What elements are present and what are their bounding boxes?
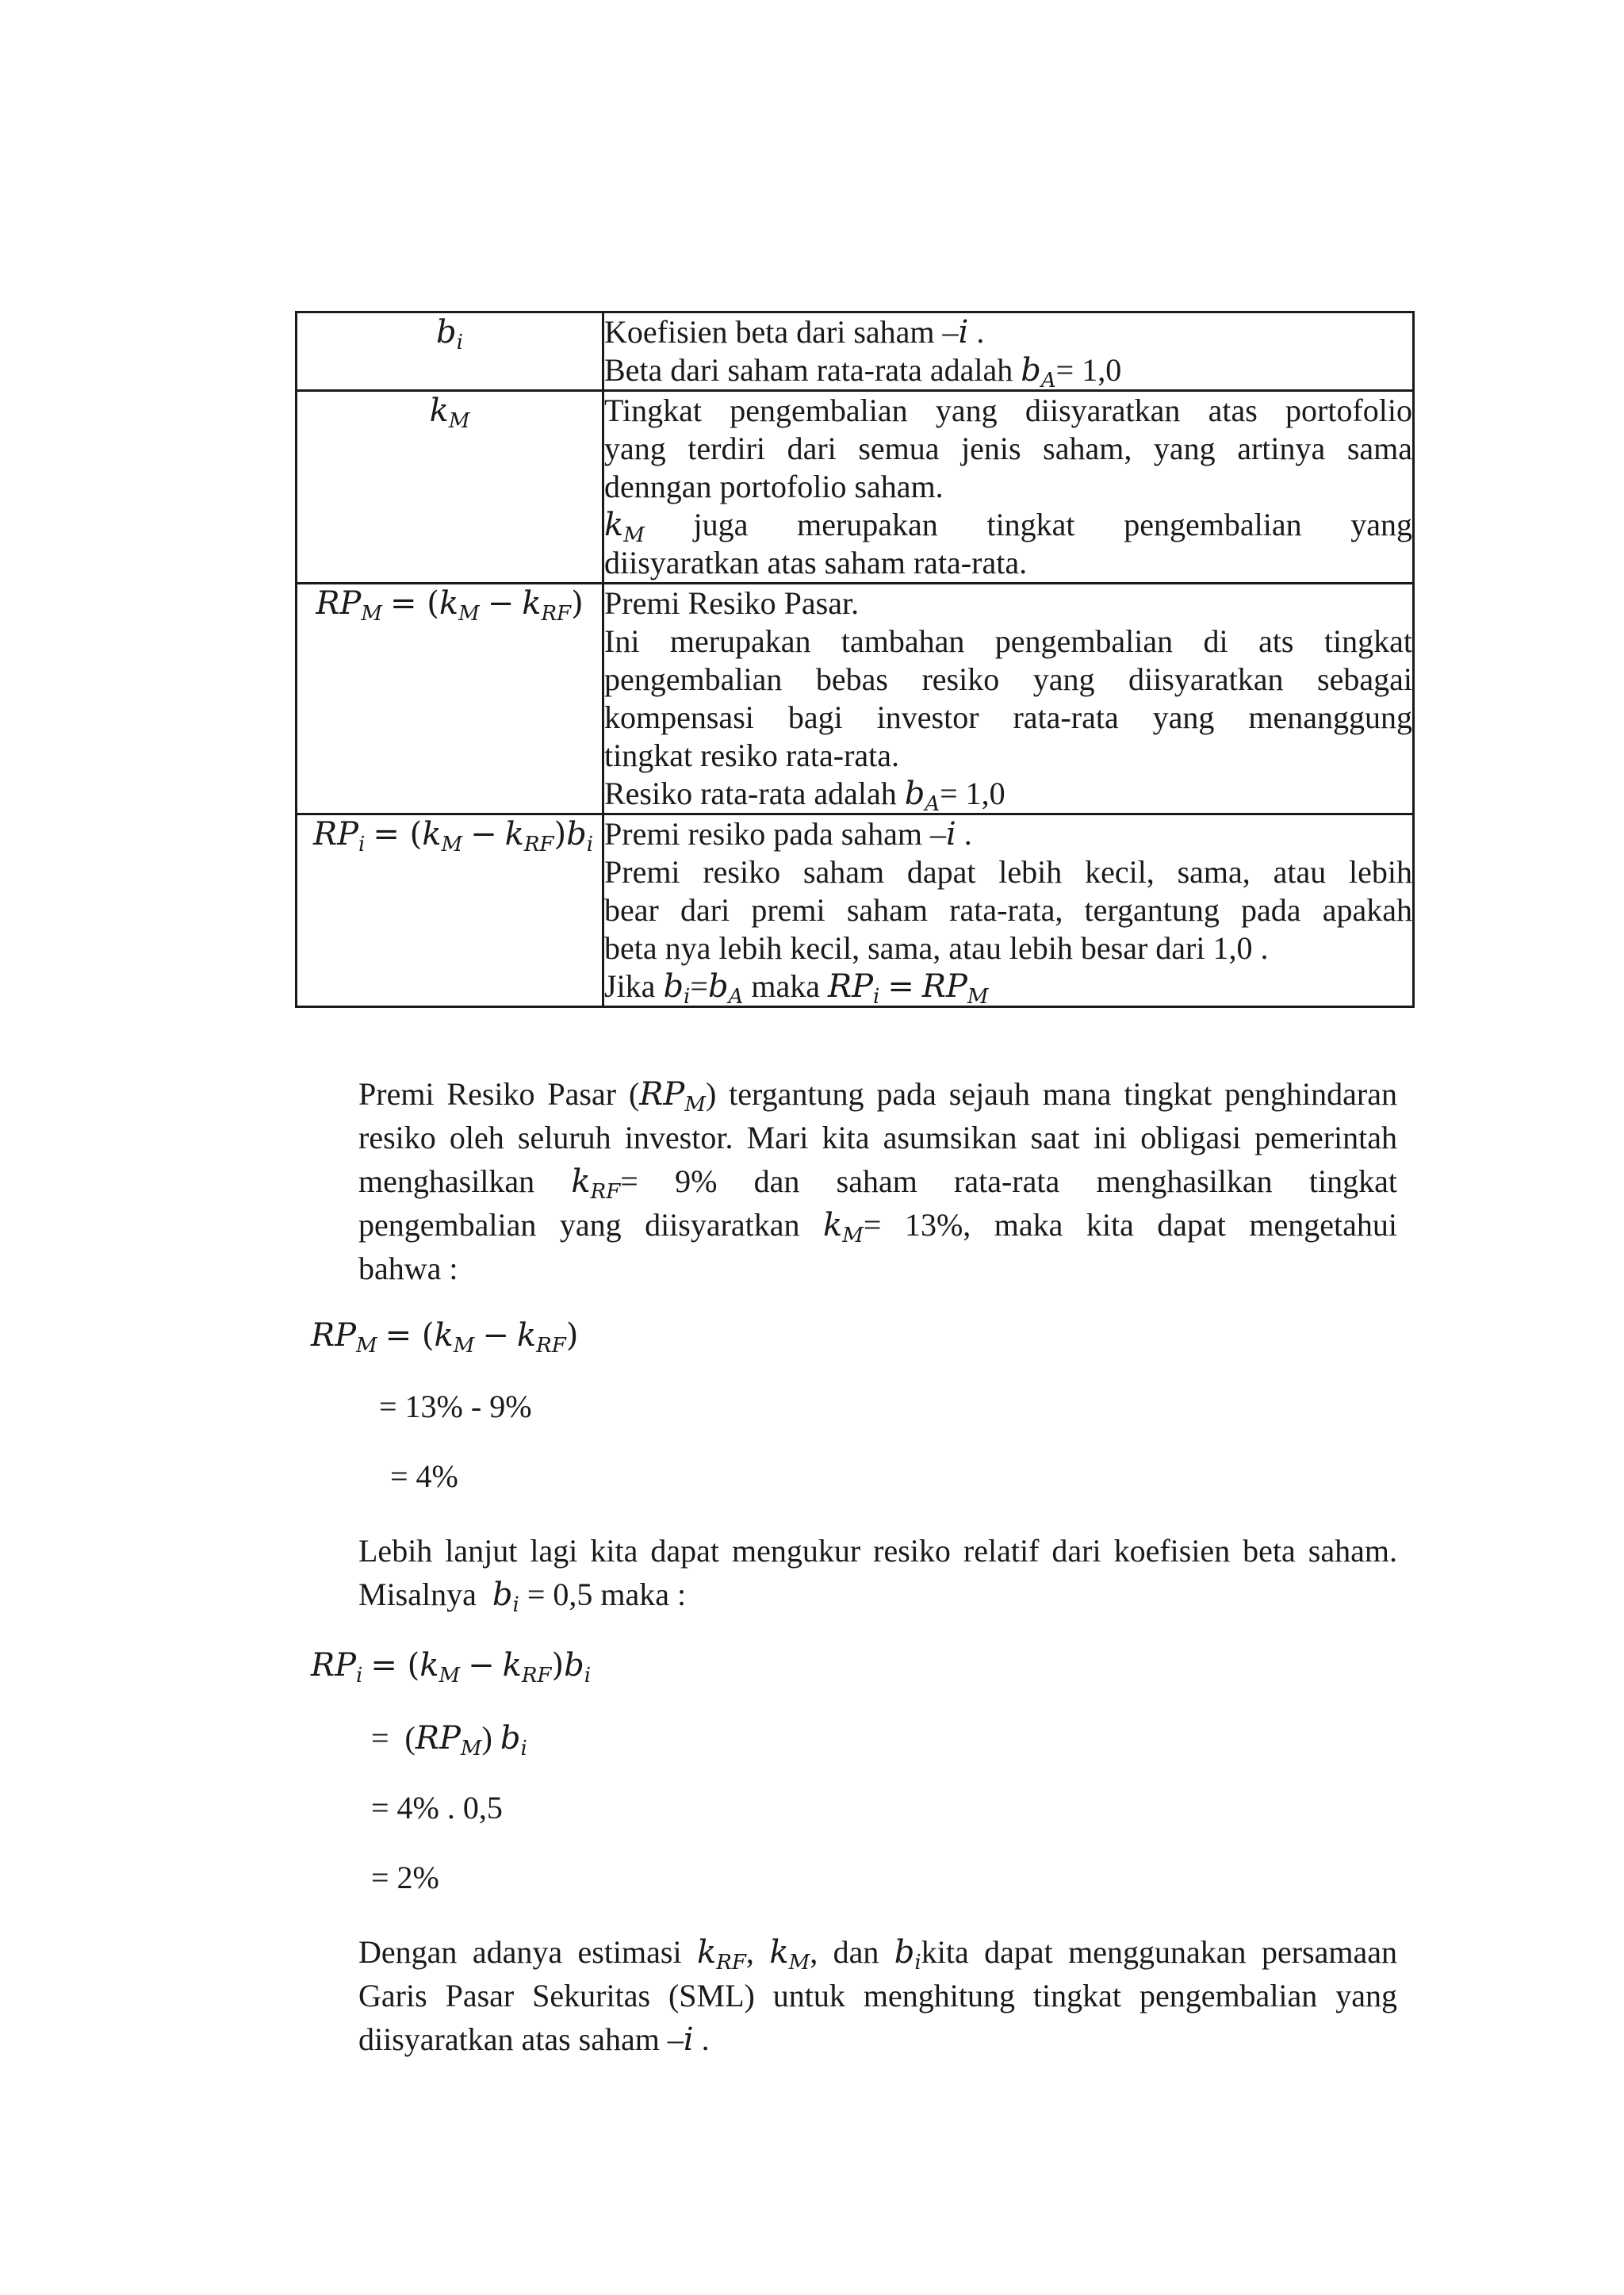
text-line: bahwa : bbox=[358, 1251, 458, 1286]
description-cell bbox=[603, 312, 1414, 391]
calc-step: = 2% bbox=[371, 1860, 439, 1895]
calc-step: = 13% - 9% bbox=[379, 1389, 532, 1424]
text-line: Ini merupakan tambahan pengembalian di ats tingkat bbox=[604, 623, 1412, 659]
table-row bbox=[297, 584, 1414, 814]
text-line: Beta dari saham rata-rata adalah $b_A= 1,0$ bbox=[604, 352, 1122, 393]
text-line: denngan portofolio saham. bbox=[604, 469, 944, 504]
text-line: yang terdiri dari semua jenis saham, yang artinya sama bbox=[604, 431, 1412, 466]
text-line: Tingkat pengembalian yang diisyaratkan atas portofolio bbox=[604, 393, 1412, 428]
description-cell bbox=[603, 391, 1414, 584]
text-line: diisyaratkan atas saham –i . bbox=[358, 2021, 710, 2058]
text-line: tingkat resiko rata-rata. bbox=[604, 738, 900, 773]
text-line: Misalnya $b_i = 0,5$ maka : bbox=[358, 1577, 687, 1617]
formula-rpi: $RP_i = (k_M - k_{RF})b_i$ bbox=[311, 1647, 592, 1688]
text-line: Resiko rata-rata adalah $b_A= 1,0$ bbox=[604, 776, 1005, 816]
text-line: Lebih lanjut lagi kita dapat mengukur resiko relatif dari koefisien beta saham. bbox=[358, 1533, 1397, 1569]
symbol-cell: $RP_i = (k_M - k_{RF})b_i$ bbox=[297, 814, 603, 1007]
text-line: Premi resiko pada saham –i . bbox=[604, 816, 972, 852]
text-line: pengembalian bebas resiko yang diisyaratkan sebagai bbox=[604, 661, 1412, 697]
text-line: Dengan adanya estimasi $k_{RF}$, $k_M$, dan $b_ikita$ dapat menggunakan persamaan bbox=[358, 1934, 1397, 1974]
text-line: resiko oleh seluruh investor. Mari kita asumsikan saat ini obligasi pemerintah bbox=[358, 1120, 1397, 1155]
text-line: Koefisien beta dari saham –i . bbox=[604, 314, 985, 351]
description-cell bbox=[603, 584, 1414, 814]
symbol-cell: $k_M$ bbox=[297, 391, 603, 584]
text-line: Premi resiko saham dapat lebih kecil, sama, atau lebih bbox=[604, 854, 1412, 890]
text-line: pengembalian yang diisyaratkan $k_M= 13\%$, maka kita dapat mengetahui bbox=[358, 1207, 1397, 1247]
text-line: diisyaratkan atas saham rata-rata. bbox=[604, 545, 1028, 580]
calc-step: = $(RP_M)$ $b_i$ bbox=[371, 1720, 527, 1761]
text-line: $k_M$ juga merupakan tingkat pengembalian yang bbox=[604, 507, 1412, 544]
table-row bbox=[297, 312, 1414, 391]
formula-rpm: $RP_M = (k_M - k_{RF})$ bbox=[311, 1317, 579, 1358]
text-line: Garis Pasar Sekuritas (SML) untuk menghitung tingkat pengembalian yang bbox=[358, 1978, 1397, 2013]
text-line: Premi Resiko Pasar. bbox=[604, 585, 860, 621]
text-line: menghasilkan $k_{RF}= 9\%$ dan saham rata-rata menghasilkan tingkat bbox=[358, 1163, 1397, 1203]
text-line: beta nya lebih kecil, sama, atau lebih besar dari 1,0 . bbox=[604, 930, 1269, 966]
paragraph bbox=[358, 1529, 1397, 1616]
text-line: bear dari premi saham rata-rata, tergantung pada apakah bbox=[604, 892, 1412, 928]
table-row bbox=[297, 391, 1414, 584]
paragraph bbox=[358, 1072, 1397, 1290]
symbol-cell: $RP_M = (k_M - k_{RF})$ bbox=[297, 584, 603, 814]
calc-step: = 4% . 0,5 bbox=[371, 1790, 503, 1826]
text-line: kompensasi bagi investor rata-rata yang menanggung bbox=[604, 699, 1412, 735]
definitions-table bbox=[295, 311, 1415, 1008]
text-line: Jika $b_i=b_A$ maka $RP_i = RP_M$ bbox=[604, 968, 989, 1009]
symbol-cell: $b_i$ bbox=[297, 312, 603, 391]
description-cell bbox=[603, 814, 1414, 1007]
text-line: Premi Resiko Pasar $(RP_M)$ tergantung pada sejauh mana tingkat penghindaran bbox=[358, 1076, 1397, 1116]
paragraph bbox=[358, 1930, 1397, 2061]
calc-step: = 4% bbox=[390, 1458, 458, 1494]
table-row bbox=[297, 814, 1414, 1007]
